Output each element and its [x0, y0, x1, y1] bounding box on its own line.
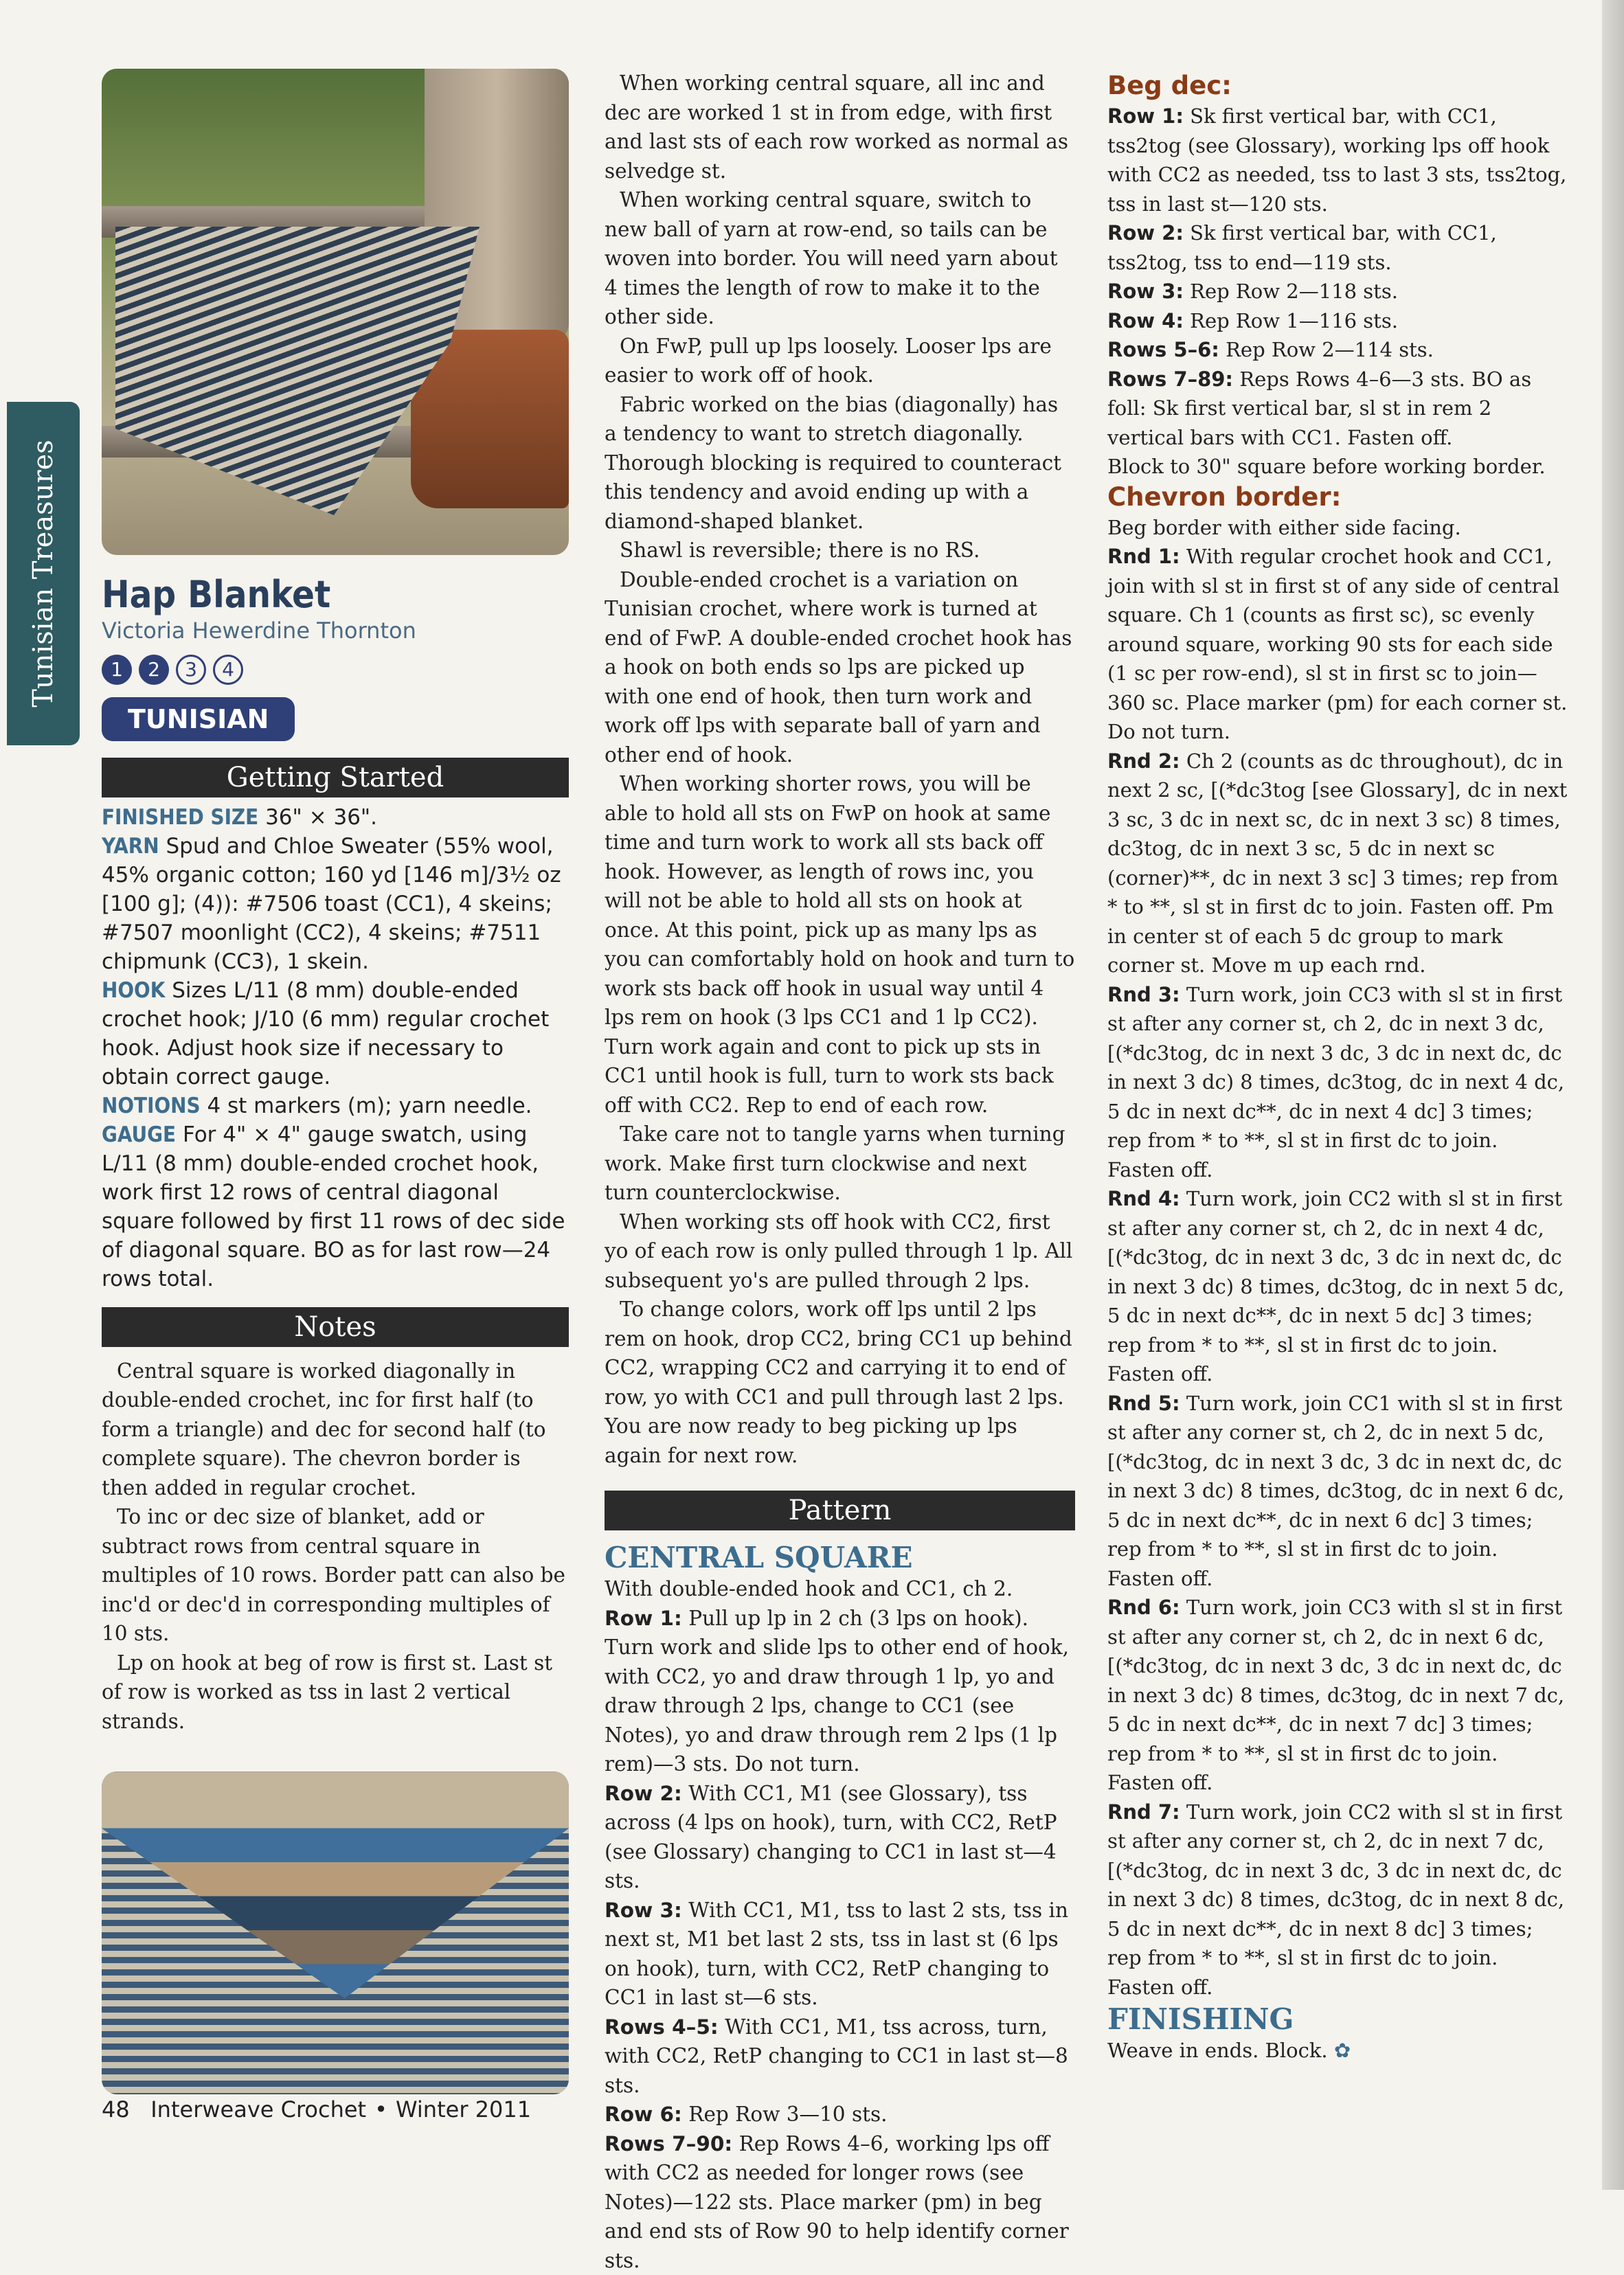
notes-paragraph: Shawl is reversible; there is no RS.: [605, 536, 1075, 565]
row-text: Rep Row 2—114 sts.: [1226, 338, 1434, 361]
row-text: With CC1, M1, tss across, turn, with CC2, RetP changing to CC1 in last st—8 sts.: [605, 2015, 1068, 2097]
finished-size-label: FINISHED SIZE: [102, 805, 258, 830]
notes-paragraph: To change colors, work off lps until 2 lps rem on hook, drop CC2, bring CC1 up behind CC2, wrapping CC2 and carrying it to end of row, yo with CC1 and pull through last 2 lps. You are now ready to beg picking up lps again for next row.: [605, 1295, 1075, 1470]
hook-value: Sizes L/11 (8 mm) double-ended crochet hook; J/10 (6 mm) regular crochet hook. Adjust hook size if necessary to obtain correct gauge.: [102, 978, 549, 1089]
row-label: Row 6:: [605, 2103, 682, 2126]
row-label: Rows 7–90:: [605, 2132, 732, 2155]
hook: [102, 976, 569, 1091]
page-footer: [102, 2096, 531, 2123]
finishing-body: Weave in ends. Block.: [1107, 2039, 1328, 2062]
notes-paragraph: When working shorter rows, you will be able to hold all sts on FwP on hook at same time and turn work to work all sts back off hook. However, as length of rows inc, you will not be able to hold all sts on hook at once. At this point, pick up as many lps as you can comfortably hold on hook and turn to work sts back off hook in usual way until 4 lps rem on hook (3 lps CC1 and 1 lp CC2). Turn work again and cont to pick up sts in CC1 until hook is full, turn to work sts back off with CC2. Rep to end of each row.: [605, 769, 1075, 1120]
row-text: Sk first vertical bar, with CC1, tss2tog, tss to end—119 sts.: [1107, 221, 1497, 274]
notes-paragraph: Central square is worked diagonally in double-ended crochet, inc for first half (to form a triangle) and dec for second half (to complete square). The chevron border is then added in regular crochet.: [102, 1357, 569, 1503]
notes-continued: [605, 69, 1075, 1470]
yarn-label: YARN: [102, 834, 159, 859]
level-1-icon: 1: [102, 655, 132, 685]
notes-paragraph: When working central square, switch to new ball of yarn at row-end, so tails can be woven into border. You will need yarn about 4 times the length of row to make it to the other side.: [605, 185, 1075, 332]
row-label: Row 1:: [1107, 104, 1184, 128]
round-label: Rnd 6:: [1107, 1596, 1180, 1619]
round-text: Turn work, join CC3 with sl st in first st after any corner st, ch 2, dc in next 6 dc, [(*dc3tog, dc in next 3 dc, 3 dc in next dc, dc in next 3 dc) 8 times, dc3tog, dc in next 7 dc, 5 dc in next dc**, dc in next 7 dc] 3 times; rep from * to **, sl st in first dc to join. Fasten off.: [1107, 1596, 1564, 1794]
page-number: 48: [102, 2096, 130, 2123]
dec-row: [1107, 218, 1568, 277]
round-text: With regular crochet hook and CC1, join with sl st in first st of any side of central square. Ch 1 (counts as first sc), sc evenly around square, working 90 sts for each side (1 sc per row-end), sl st in first sc to join—360 sc. Place marker (pm) for each corner st. Do not turn.: [1107, 545, 1567, 743]
round-text: Turn work, join CC2 with sl st in first st after any corner st, ch 2, dc in next 7 dc, [(*dc3tog, dc in next 3 dc, 3 dc in next dc, dc in next 3 dc) 8 times, dc3tog, dc in next 8 dc, 5 dc in next dc**, dc in next 8 dc] 3 times; rep from * to **, sl st in first dc to join. Fasten off.: [1107, 1800, 1564, 1999]
row-text: Sk first vertical bar, with CC1, tss2tog (see Glossary), working lps off hook with CC2 as needed, tss to last 3 sts, tss2tog, tss in last st—120 sts.: [1107, 104, 1566, 216]
section-tab: [7, 402, 80, 745]
yarn-value: Spud and Chloe Sweater (55% wool, 45% organic cotton; 160 yd [146 m]/3½ oz [100 g]; (4)): #7506 toast (CC1), 4 skeins; #7507 moonlight (CC2), 4 skeins; #7511 chipmunk (CC3), 1 skein.: [102, 834, 561, 974]
bullet-icon: •: [374, 2096, 387, 2123]
chevron-border: [102, 1772, 569, 1998]
row-text: With CC1, M1 (see Glossary), tss across (4 lps on hook), turn, with CC2, RetP (see Glossary) changing to CC1 in last st—4 sts.: [605, 1782, 1057, 1893]
round-label: Rnd 2:: [1107, 749, 1180, 773]
technique-badge: TUNISIAN: [102, 697, 295, 741]
notions-value: 4 st markers (m); yarn needle.: [207, 1094, 532, 1118]
pattern-row: [605, 2013, 1075, 2101]
central-square-body: [605, 1574, 1075, 2275]
row-text: Rep Rows 4–6, working lps off with CC2 as needed for longer rows (see Notes)—122 sts. Place marker (pm) in beg and end sts of Row 90 to help identify corner sts.: [605, 2132, 1069, 2272]
notes-heading: Notes: [102, 1307, 569, 1347]
border-round: [1107, 747, 1568, 980]
dec-row: [1107, 335, 1568, 365]
row-label: Rows 4–5:: [605, 2015, 719, 2039]
round-label: Rnd 4:: [1107, 1187, 1180, 1210]
beg-dec-heading: Beg dec:: [1107, 70, 1568, 102]
central-square-heading: CENTRAL SQUARE: [605, 1541, 1075, 1574]
getting-started-body: [102, 803, 569, 1293]
pattern-row: [605, 2100, 1075, 2129]
border-round: [1107, 1798, 1568, 2002]
page-edge: [1602, 0, 1624, 2190]
notes-paragraph: On FwP, pull up lps loosely. Looser lps are easier to work off of hook.: [605, 332, 1075, 390]
gauge-value: For 4" × 4" gauge swatch, using L/11 (8 mm) double-ended crochet hook, work first 12 rows of central diagonal square followed by first 11 rows of dec side of diagonal square. BO as for last row—24 rows total.: [102, 1122, 565, 1291]
author: Victoria Hewerdine Thornton: [102, 618, 569, 644]
notes-paragraph: When working central square, all inc and dec are worked 1 st in from edge, with first and last sts of each row worked as normal as selvedge st.: [605, 69, 1075, 185]
round-text: Ch 2 (counts as dc throughout), dc in next 2 sc, [(*dc3tog [see Glossary], dc in next 3 sc, 3 dc in next sc, dc in next 3 sc) 8 times, dc3tog, dc in next 3 sc, 5 dc in next sc (corner)**, dc in next 3 sc] 3 times; rep from * to **, sl st in first dc to join. Fasten off. Pm in center st of each 5 dc group to mark corner st. Move m up each rnd.: [1107, 749, 1567, 977]
round-label: Rnd 5:: [1107, 1392, 1180, 1415]
row-label: Row 2:: [605, 1782, 682, 1805]
border-round: [1107, 1184, 1568, 1389]
notes-paragraph: Lp on hook at beg of row is first st. Last st of row is worked as tss in last 2 vertical strands.: [102, 1649, 569, 1736]
finished-size: [102, 803, 569, 832]
notions-label: NOTIONS: [102, 1094, 201, 1118]
finished-size-value: 36" × 36".: [265, 805, 377, 830]
end-flower-icon: ✿: [1334, 2039, 1351, 2062]
row-label: Row 3:: [605, 1899, 682, 1922]
dec-row: [1107, 365, 1568, 453]
column-2: [605, 69, 1075, 2275]
round-text: Turn work, join CC1 with sl st in first st after any corner st, ch 2, dc in next 5 dc, [(*dc3tog, dc in next 3 dc, 3 dc in next dc, dc in next 3 dc) 8 times, dc3tog, dc in next 6 dc, 5 dc in next dc**, dc in next 6 dc] 3 times; rep from * to **, sl st in first dc to join. Fasten off.: [1107, 1392, 1564, 1590]
round-text: Turn work, join CC3 with sl st in first st after any corner st, ch 2, dc in next 3 dc, [(*dc3tog, dc in next 3 dc, 3 dc in next dc, dc in next 3 dc) 8 times, dc3tog, dc in next 4 dc, 5 dc in next dc**, dc in next 4 dc] 3 times; rep from * to **, sl st in first dc to join. Fasten off.: [1107, 983, 1564, 1181]
row-text: With CC1, M1, tss to last 2 sts, tss in next st, M1 bet last 2 sts, tss in last st (6 lps on hook), turn, with CC2, RetP changing to CC1 in last st—6 sts.: [605, 1899, 1068, 2010]
publication-name: Interweave Crochet: [150, 2096, 366, 2123]
notes-body: [102, 1357, 569, 1736]
pattern-row: [605, 1604, 1075, 1779]
blanket-photo-chevron: [102, 1772, 569, 2094]
pattern-title: Hap Blanket: [102, 576, 569, 615]
notes-paragraph: Take care not to tangle yarns when turning work. Make first turn clockwise and next turn counterclockwise.: [605, 1120, 1075, 1208]
pattern-heading: Pattern: [605, 1491, 1075, 1530]
border-round: [1107, 542, 1568, 747]
row-label: Rows 7–89:: [1107, 367, 1233, 391]
yarn: [102, 832, 569, 976]
column-3-body: [1107, 70, 1568, 2065]
chevron-intro: Beg border with either side facing.: [1107, 513, 1568, 543]
pattern-row: [605, 1779, 1075, 1896]
level-3-icon: 3: [176, 655, 206, 685]
round-label: Rnd 3:: [1107, 983, 1180, 1006]
issue-date: Winter 2011: [396, 2096, 531, 2123]
level-2-icon: 2: [139, 655, 169, 685]
row-text: Reps Rows 4–6—3 sts. BO as foll: Sk first vertical bar, sl st in rem 2 vertical bars with CC1. Fasten off.: [1107, 367, 1531, 449]
row-text: Rep Row 3—10 sts.: [688, 2103, 887, 2126]
notions: [102, 1091, 569, 1120]
notes-paragraph: Fabric worked on the bias (diagonally) has a tendency to want to stretch diagonally. Thorough blocking is required to counteract this tendency and avoid ending up with a diamond-shaped blanket.: [605, 390, 1075, 536]
round-text: Turn work, join CC2 with sl st in first st after any corner st, ch 2, dc in next 4 dc, [(*dc3tog, dc in next 3 dc, 3 dc in next dc, dc in next 3 dc) 8 times, dc3tog, dc in next 5 dc, 5 dc in next dc**, dc in next 5 dc] 3 times; rep from * to **, sl st in first dc to join. Fasten off.: [1107, 1187, 1564, 1385]
row-label: Row 1:: [605, 1607, 682, 1630]
dec-row: [1107, 102, 1568, 218]
getting-started-heading: Getting Started: [102, 758, 569, 797]
pattern-intro: With double-ended hook and CC1, ch 2.: [605, 1574, 1075, 1604]
finishing-text: [1107, 2036, 1568, 2065]
pattern-row: [605, 1896, 1075, 2013]
section-tab-label: Tunisian Treasures: [27, 440, 59, 708]
row-label: Row 4:: [1107, 309, 1184, 332]
level-4-icon: 4: [213, 655, 243, 685]
dec-row: [1107, 277, 1568, 306]
row-label: Rows 5–6:: [1107, 338, 1219, 361]
block-note: Block to 30" square before working border.: [1107, 452, 1568, 482]
border-round: [1107, 1389, 1568, 1594]
notes-paragraph: When working sts off hook with CC2, first yo of each row is only pulled through 1 lp. All subsequent yo's are pulled through 2 lps.: [605, 1208, 1075, 1295]
gauge-label: GAUGE: [102, 1122, 176, 1147]
gauge: [102, 1120, 569, 1293]
finishing-heading: FINISHING: [1107, 2003, 1568, 2036]
row-text: Pull up lp in 2 ch (3 lps on hook). Turn work and slide lps to other end of hook, with CC2, yo and draw through 1 lp, yo and draw through 2 lps, change to CC1 (see Notes), yo and draw through rem 2 lps (1 lp rem)—3 sts. Do not turn.: [605, 1607, 1069, 1776]
pattern-row: [605, 2129, 1075, 2275]
notes-paragraph: Double-ended crochet is a variation on Tunisian crochet, where work is turned at end of FwP. A double-ended crochet hook has a hook on both ends so lps are picked up with one end of hook, then turn work and work off lps with separate ball of yarn and other end of hook.: [605, 565, 1075, 770]
column-1: [102, 69, 569, 2094]
row-text: Rep Row 2—118 sts.: [1190, 280, 1398, 303]
dec-row: [1107, 306, 1568, 336]
border-round: [1107, 1593, 1568, 1798]
border-round: [1107, 980, 1568, 1185]
hook-label: HOOK: [102, 978, 165, 1003]
column-3: [1107, 69, 1568, 2065]
round-label: Rnd 7:: [1107, 1800, 1180, 1824]
round-label: Rnd 1:: [1107, 545, 1180, 568]
skill-levels: [102, 655, 569, 685]
notes-paragraph: To inc or dec size of blanket, add or subtract rows from central square in multiples of 10 rows. Border patt can also be inc'd or dec'd in corresponding multiples of 10 sts.: [102, 1502, 569, 1649]
row-text: Rep Row 1—116 sts.: [1190, 309, 1398, 332]
blanket-photo-fence: [102, 69, 569, 555]
row-label: Row 3:: [1107, 280, 1184, 303]
row-label: Row 2:: [1107, 221, 1184, 245]
chevron-border-heading: Chevron border:: [1107, 482, 1568, 513]
